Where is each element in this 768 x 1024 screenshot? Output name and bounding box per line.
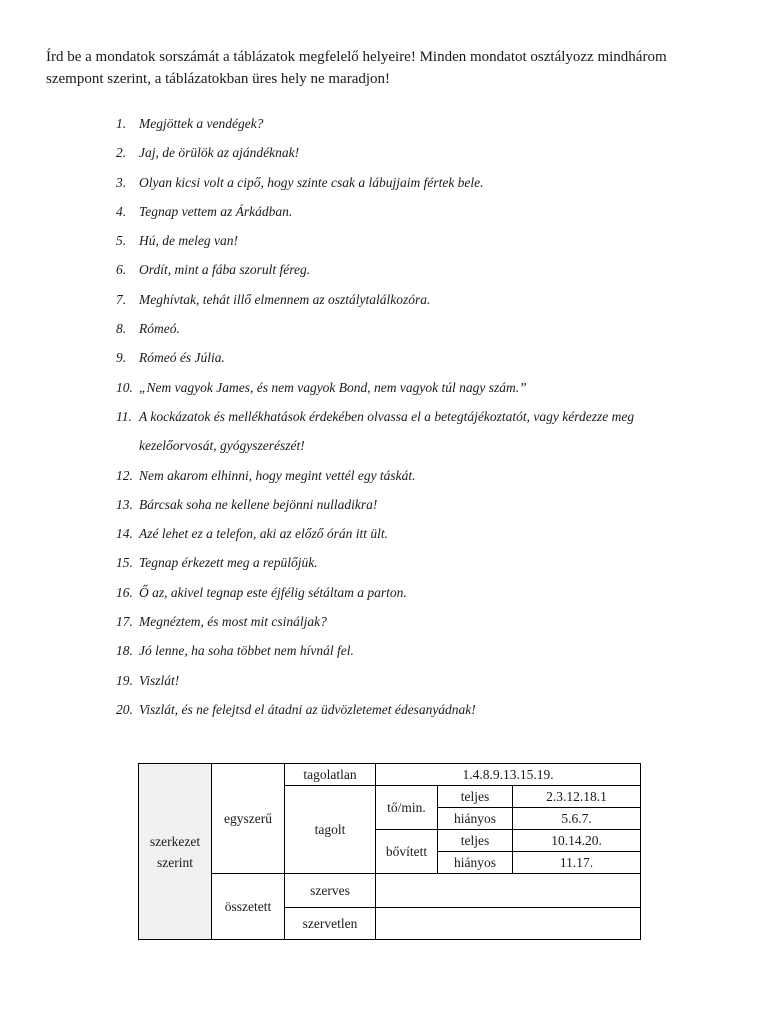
- sentence-item: [116, 373, 736, 402]
- sentence-number: 6.: [116, 262, 127, 278]
- sentence-item: [116, 402, 736, 461]
- sentence-text: Viszlát, és ne felejtsd el átadni az üdvözletemet édesanyádnak!: [139, 701, 476, 717]
- sentence-text: „Nem vagyok James, és nem vagyok Bond, nem vagyok túl nagy szám.”: [139, 379, 527, 395]
- inorganic-value[interactable]: [376, 908, 641, 940]
- core-complete-label: teljes: [438, 786, 513, 808]
- compound-label: összetett: [212, 874, 285, 940]
- sentence-text: Olyan kicsi volt a cipő, hogy szinte csak a lábujjaim fértek bele.: [139, 174, 484, 190]
- sentence-item: [116, 168, 736, 197]
- sentence-text: Bárcsak soha ne kellene bejönni nulladikra!: [139, 496, 378, 512]
- expanded-label: bővített: [376, 830, 438, 874]
- sentence-list: [116, 109, 736, 724]
- sentence-number: 12.: [116, 467, 133, 483]
- sentence-number: 16.: [116, 584, 133, 600]
- sentence-number: 1.: [116, 116, 127, 131]
- core-incomplete-value[interactable]: 5.6.7.: [513, 808, 641, 830]
- organic-label: szerves: [285, 874, 376, 908]
- sentence-item: [116, 314, 736, 343]
- sentence-text: Tegnap érkezett meg a repülőjük.: [139, 555, 318, 571]
- segmented-label: tagolt: [285, 786, 376, 874]
- sentence-text-continuation: kezelőorvosát, gyógyszerészét!: [139, 438, 305, 454]
- sentence-number: 20.: [116, 701, 133, 717]
- sentence-text: Tegnap vettem az Árkádban.: [139, 203, 293, 219]
- sentence-number: 17.: [116, 614, 133, 630]
- sentence-item: [116, 109, 736, 138]
- sentence-number: 19.: [116, 672, 133, 688]
- sentence-item: [116, 138, 736, 167]
- sentence-text: Rómeó.: [139, 321, 180, 337]
- sentence-item: [116, 226, 736, 255]
- category-label-line2: szerint: [157, 854, 193, 870]
- sentence-item: [116, 666, 736, 695]
- sentence-text: Ordít, mint a fába szorult féreg.: [139, 262, 311, 278]
- sentence-number: 3.: [116, 174, 127, 190]
- sentence-item: [116, 255, 736, 284]
- sentence-text: Jaj, de örülök az ajándéknak!: [139, 145, 300, 161]
- sentence-text: Jó lenne, ha soha többet nem hívnál fel.: [139, 643, 354, 659]
- sentence-item: [116, 636, 736, 665]
- sentence-number: 8.: [116, 321, 127, 337]
- core-complete-value[interactable]: 2.3.12.18.1: [513, 786, 641, 808]
- sentence-item: [116, 343, 736, 372]
- sentence-number: 13.: [116, 496, 133, 512]
- core-incomplete-label: hiányos: [438, 808, 513, 830]
- unsegmented-value[interactable]: 1.4.8.9.13.15.19.: [376, 764, 641, 786]
- sentence-item: [116, 695, 736, 724]
- inorganic-label: szervetlen: [285, 908, 376, 940]
- sentence-text: Meghívtak, tehát illő elmennem az osztálytalálkozóra.: [139, 291, 431, 307]
- sentence-number: 7.: [116, 291, 127, 307]
- sentence-item: [116, 197, 736, 226]
- sentence-text: Nem akarom elhinni, hogy megint vettél egy táskát.: [139, 467, 416, 483]
- instructions-text: Írd be a mondatok sorszámát a táblázatok megfelelő helyeire! Minden mondatot osztályozz mindhárom szempont szerint, a táblázatokban üres hely ne maradjon!: [46, 49, 667, 87]
- sentence-text: Viszlát!: [139, 672, 180, 688]
- sentence-text: A kockázatok és mellékhatások érdekében olvassa el a betegtájékoztatót, vagy kérdezze meg: [139, 408, 635, 424]
- sentence-item: [116, 285, 736, 314]
- sentence-number: 14.: [116, 526, 133, 542]
- organic-value[interactable]: [376, 874, 641, 908]
- sentence-number: 10.: [116, 379, 133, 395]
- expanded-complete-label: teljes: [438, 830, 513, 852]
- sentence-number: 5.: [116, 233, 127, 249]
- sentence-text: Ő az, akivel tegnap este éjfélig sétáltam a parton.: [139, 584, 407, 600]
- sentence-text: Megjöttek a vendégek?: [139, 116, 264, 131]
- sentence-item: [116, 519, 736, 548]
- category-cell: [139, 764, 212, 940]
- sentence-item: [116, 578, 736, 607]
- sentence-text: Hú, de meleg van!: [139, 233, 238, 249]
- expanded-incomplete-label: hiányos: [438, 852, 513, 874]
- sentence-number: 9.: [116, 350, 127, 366]
- expanded-complete-value[interactable]: 10.14.20.: [513, 830, 641, 852]
- sentence-number: 11.: [116, 408, 132, 424]
- core-label: tő/min.: [376, 786, 438, 830]
- simple-label: egyszerű: [212, 764, 285, 874]
- sentence-item: [116, 461, 736, 490]
- sentence-number: 2.: [116, 145, 127, 161]
- classification-table: [138, 763, 641, 940]
- sentence-item: [116, 548, 736, 577]
- sentence-text: Megnéztem, és most mit csináljak?: [139, 614, 327, 630]
- sentence-number: 4.: [116, 203, 127, 219]
- sentence-text: Azé lehet ez a telefon, aki az előző órán itt ült.: [139, 526, 388, 542]
- sentence-item: [116, 607, 736, 636]
- sentence-item: [116, 490, 736, 519]
- expanded-incomplete-value[interactable]: 11.17.: [513, 852, 641, 874]
- sentence-number: 18.: [116, 643, 133, 659]
- sentence-text: Rómeó és Júlia.: [139, 350, 225, 366]
- unsegmented-label: tagolatlan: [285, 764, 376, 786]
- sentence-number: 15.: [116, 555, 133, 571]
- category-label-line1: szerkezet: [149, 833, 201, 849]
